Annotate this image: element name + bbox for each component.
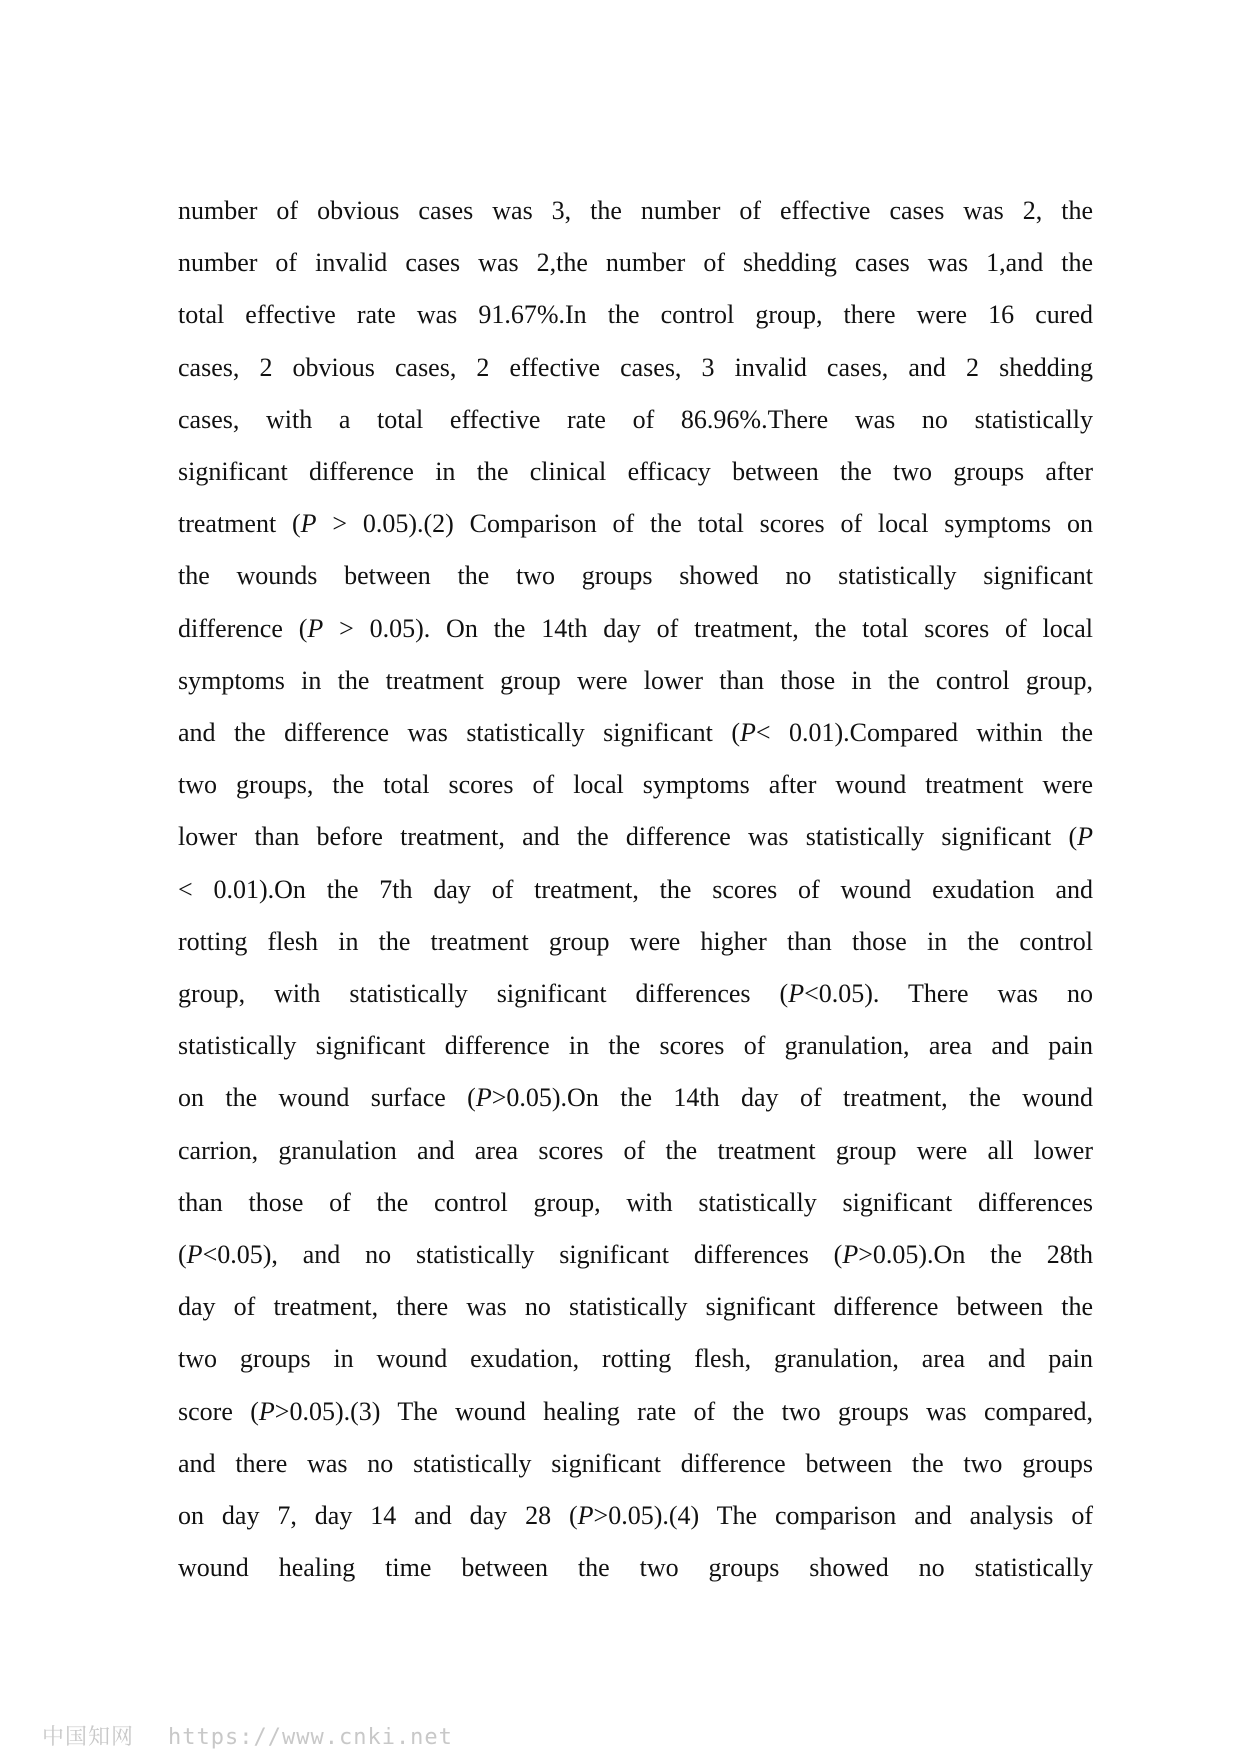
watermark-brand: 中国知网 — [42, 1725, 135, 1750]
text-line: number of invalid cases was 2,the number of shedding cases was 1,and the — [178, 248, 1093, 278]
text-line: rotting flesh in the treatment group were higher than those in the control — [178, 926, 1093, 956]
text-line: significant difference in the clinical efficacy between the two groups after — [178, 457, 1093, 487]
text-line: difference (P > 0.05). On the 14th day of treatment, the total scores of local — [178, 613, 1094, 643]
text-line: day of treatment, there was no statistically significant difference between the — [178, 1292, 1093, 1322]
text-line: treatment (P > 0.05).(2) Comparison of the total scores of local symptoms on — [178, 509, 1093, 539]
text-line: number of obvious cases was 3, the number of effective cases was 2, the — [178, 196, 1093, 225]
body-paragraph — [178, 185, 1093, 1594]
text-line: and there was no statistically significant difference between the two groups — [178, 1448, 1093, 1478]
text-line: and the difference was statistically significant (P< 0.01).Compared within the — [178, 718, 1093, 748]
text-line: the wounds between the two groups showed no statistically significant — [178, 561, 1093, 591]
text-line: wound healing time between the two groups showed no statistically — [178, 1553, 1093, 1583]
watermark-url: https://www.cnki.net — [168, 1725, 453, 1750]
text-line: than those of the control group, with statistically significant differences — [178, 1187, 1093, 1217]
text-line: lower than before treatment, and the difference was statistically significant (P — [178, 822, 1093, 852]
text-line: on the wound surface (P>0.05).On the 14th day of treatment, the wound — [178, 1083, 1093, 1113]
text-line: score (P>0.05).(3) The wound healing rate of the two groups was compared, — [178, 1396, 1093, 1426]
text-line: on day 7, day 14 and day 28 (P>0.05).(4) The comparison and analysis of — [178, 1501, 1093, 1531]
text-line: two groups, the total scores of local symptoms after wound treatment were — [178, 770, 1093, 800]
text-line: < 0.01).On the 7th day of treatment, the scores of wound exudation and — [178, 874, 1093, 904]
text-line: group, with statistically significant differences (P<0.05). There was no — [178, 979, 1093, 1009]
text-line: statistically significant difference in the scores of granulation, area and pain — [178, 1031, 1093, 1061]
text-line: (P<0.05), and no statistically significant differences (P>0.05).On the 28th — [178, 1240, 1093, 1270]
text-line: cases, 2 obvious cases, 2 effective cases, 3 invalid cases, and 2 shedding — [178, 352, 1093, 382]
text-line: carrion, granulation and area scores of the treatment group were all lower — [178, 1135, 1093, 1165]
text-line: two groups in wound exudation, rotting flesh, granulation, area and pain — [178, 1344, 1093, 1374]
watermark-footer — [42, 1720, 453, 1751]
text-line: symptoms in the treatment group were lower than those in the control group, — [178, 665, 1093, 695]
text-line: total effective rate was 91.67%.In the control group, there were 16 cured — [178, 300, 1093, 330]
text-line: cases, with a total effective rate of 86.96%.There was no statistically — [178, 404, 1093, 434]
